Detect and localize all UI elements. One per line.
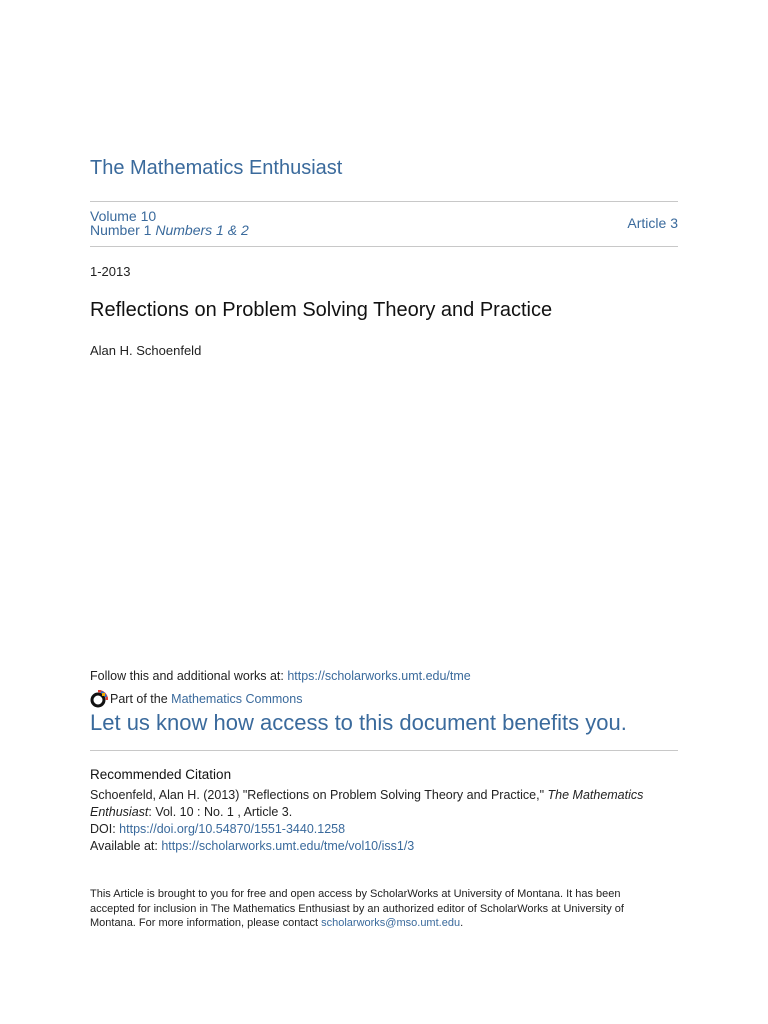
doi-link[interactable]: https://doi.org/10.54870/1551-3440.1258 bbox=[119, 822, 346, 836]
follow-line bbox=[90, 669, 471, 683]
citation-journal-italic: The Mathematics bbox=[547, 788, 644, 802]
footer-line-1: This Article is brought to you for free and open access by ScholarWorks at University of Montana. It has been bbox=[90, 888, 621, 900]
benefit-feedback-link[interactable]: Let us know how access to this document benefits you. bbox=[90, 710, 627, 735]
numbers-link[interactable]: Numbers 1 & 2 bbox=[155, 222, 249, 238]
follow-url-link[interactable]: https://scholarworks.umt.edu/tme bbox=[287, 669, 471, 683]
number-link[interactable]: Number 1 bbox=[90, 222, 152, 238]
citation-heading: Recommended Citation bbox=[90, 767, 232, 782]
footer-notice bbox=[90, 887, 678, 931]
divider-citation bbox=[90, 750, 678, 751]
available-label: Available at: bbox=[90, 839, 162, 853]
mathematics-commons-link[interactable]: Mathematics Commons bbox=[171, 692, 303, 706]
footer-line-3-end: . bbox=[460, 917, 464, 929]
part-of-line bbox=[90, 690, 302, 708]
follow-text: Follow this and additional works at: bbox=[90, 669, 288, 683]
available-at-link[interactable]: https://scholarworks.umt.edu/tme/vol10/iss1/3 bbox=[161, 839, 415, 853]
author-name: Alan H. Schoenfeld bbox=[90, 343, 202, 358]
doi-label: DOI: bbox=[90, 822, 120, 836]
article-number-link[interactable]: Article 3 bbox=[627, 215, 678, 231]
footer-line-2: accepted for inclusion in The Mathematics Enthusiast by an authorized editor of ScholarWorks at University of bbox=[90, 902, 624, 915]
citation-line2: : Vol. 10 : No. 1 , Article 3. bbox=[148, 805, 293, 819]
footer-line-3: Montana. For more information, please contact bbox=[90, 917, 322, 929]
citation-journal-italic-2: Enthusiast bbox=[90, 805, 149, 819]
contact-email-link[interactable]: scholarworks@mso.umt.edu bbox=[321, 917, 461, 929]
part-of-text: Part of the bbox=[110, 692, 168, 706]
publication-date: 1-2013 bbox=[90, 264, 131, 279]
issue-info bbox=[90, 209, 249, 237]
divider-issue bbox=[90, 246, 678, 247]
bepress-commons-icon bbox=[90, 690, 108, 708]
citation-line1: Schoenfeld, Alan H. (2013) "Reflections on Problem Solving Theory and Practice," bbox=[90, 788, 548, 802]
article-title: Reflections on Problem Solving Theory and Practice bbox=[90, 299, 553, 321]
citation-body bbox=[90, 787, 678, 855]
journal-title-link[interactable]: The Mathematics Enthusiast bbox=[90, 157, 343, 179]
volume-link[interactable]: Volume 10 bbox=[90, 208, 157, 224]
divider-top bbox=[90, 201, 678, 202]
